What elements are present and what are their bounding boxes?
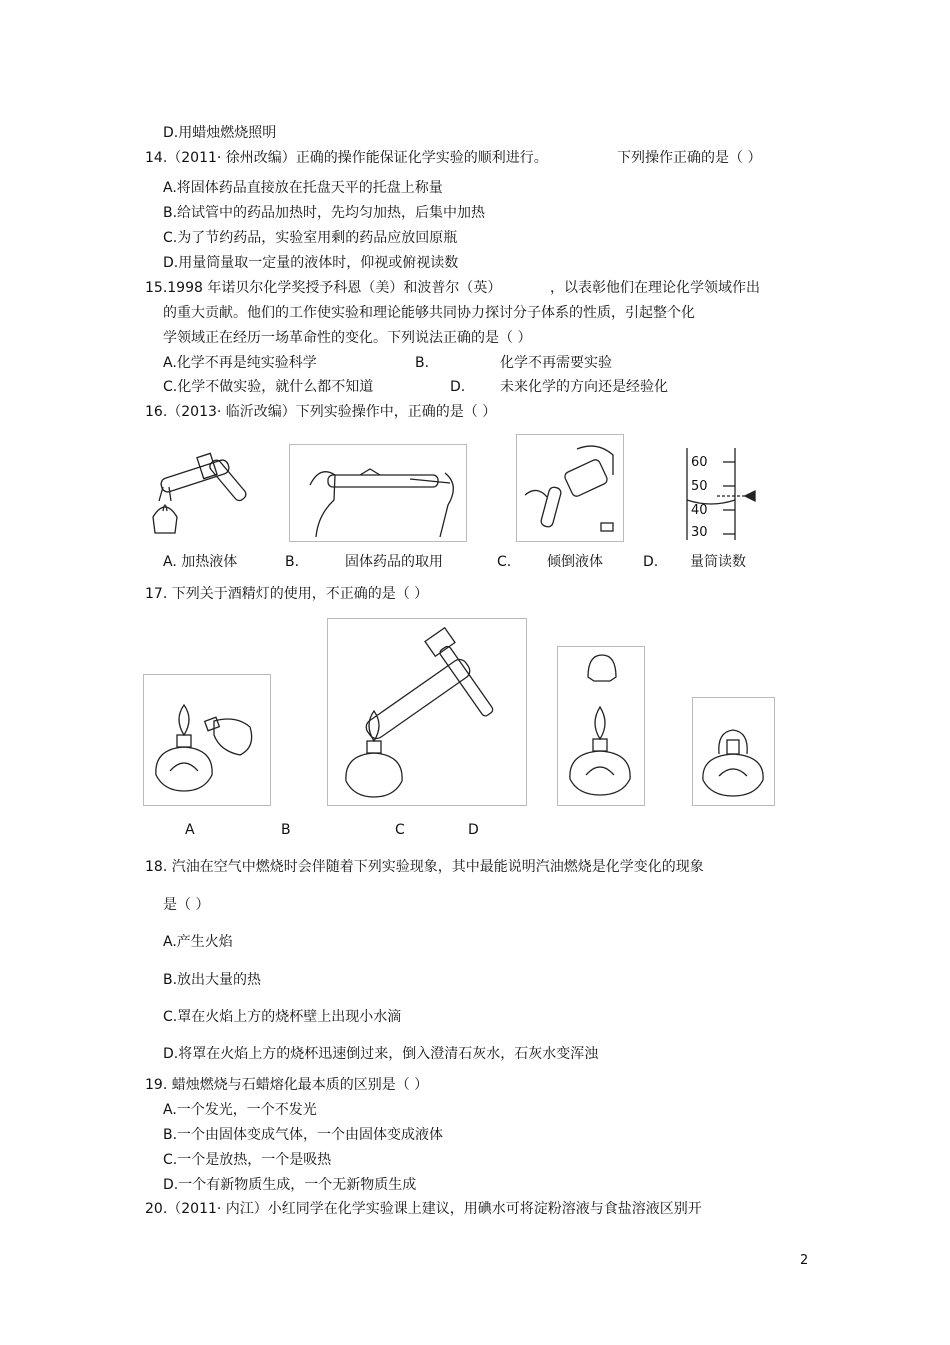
figure-lamp-b: [327, 618, 527, 806]
q15-stem-line2: 的重大贡献。他们的工作使实验和理论能够共同协力探讨分子体系的性质，引起整个化: [163, 305, 695, 321]
q14-option-a: A.将固体药品直接放在托盘天平的托盘上称量: [163, 180, 443, 196]
tick-50: 50: [691, 479, 708, 494]
q14-option-d: D.用量筒量取一定量的液体时，仰视或俯视读数: [163, 255, 459, 271]
q17-label-a: A: [185, 822, 195, 838]
q17-stem: 17. 下列关于酒精灯的使用，不正确的是（ ）: [145, 586, 429, 602]
q18-option-d: D.将罩在火焰上方的烧杯迅速倒过来，倒入澄清石灰水，石灰水变浑浊: [163, 1046, 599, 1062]
q17-label-b: B: [281, 822, 291, 838]
q15-option-a: A.化学不再是纯实验科学: [163, 355, 317, 371]
q17-label-d: D: [468, 822, 479, 838]
q15-option-b: 化学不再需要实验: [500, 355, 612, 371]
q16-option-a: A. 加热液体: [163, 554, 238, 570]
q19-option-b: B.一个由固体变成气体，一个由固体变成液体: [163, 1127, 444, 1143]
figure-cylinder-reading: [683, 446, 765, 542]
q16-option-c: 倾倒液体: [547, 554, 603, 570]
q15-option-b-letter: B.: [415, 355, 430, 371]
q19-option-d: D.一个有新物质生成，一个无新物质生成: [163, 1177, 417, 1193]
q18-option-c: C.罩在火焰上方的烧杯壁上出现小水滴: [163, 1009, 402, 1025]
tick-60: 60: [691, 455, 708, 470]
q14-option-c: C.为了节约药品，实验室用剩的药品应放回原瓶: [163, 230, 458, 246]
q16-option-b: 固体药品的取用: [345, 554, 443, 570]
q18-option-a: A.产生火焰: [163, 934, 233, 950]
figure-lamp-c: [557, 646, 645, 806]
figure-lamp-a: [143, 674, 271, 806]
q17-label-c: C: [395, 822, 405, 838]
q14-option-b: B.给试管中的药品加热时，先均匀加热，后集中加热: [163, 205, 486, 221]
q16-option-c-letter: C.: [497, 554, 512, 570]
q15-option-d: 未来化学的方向还是经验化: [500, 379, 668, 395]
q13-option-d: D.用蜡烛燃烧照明: [163, 125, 277, 141]
figure-pouring-liquid: [516, 434, 624, 542]
q15-stem-line3: 学领域正在经历一场革命性的变化。下列说法正确的是（ ）: [163, 330, 532, 346]
figure-heating-liquid: [145, 437, 255, 537]
q19-stem: 19. 蜡烛燃烧与石蜡熔化最本质的区别是（ ）: [145, 1077, 429, 1093]
q19-option-c: C.一个是放热，一个是吸热: [163, 1152, 332, 1168]
q15-stem: 15.1998 年诺贝尔化学奖授予科恩（美）和波普尔（英）: [145, 280, 502, 296]
q15-option-d-letter: D.: [450, 379, 466, 395]
q20-stem: 20.（2011· 内江）小红同学在化学实验课上建议，用碘水可将淀粉溶液与食盐溶液区别开: [145, 1201, 702, 1217]
q16-option-b-letter: B.: [285, 554, 300, 570]
q18-option-b: B.放出大量的热: [163, 972, 262, 988]
q16-stem: 16.（2013· 临沂改编）下列实验操作中，正确的是（ ）: [145, 404, 497, 420]
q18-stem-end: 是（ ）: [163, 897, 210, 913]
q15-option-c: C.化学不做实验，就什么都不知道: [163, 379, 374, 395]
figure-solid-taking: [289, 444, 467, 542]
tick-40: 40: [691, 503, 708, 518]
page-number: 2: [800, 1253, 809, 1268]
q14-stem-end: 下列操作正确的是（ ）: [617, 150, 762, 166]
tick-30: 30: [691, 525, 708, 540]
q19-option-a: A.一个发光，一个不发光: [163, 1102, 317, 1118]
q18-stem: 18. 汽油在空气中燃烧时会伴随着下列实验现象，其中最能说明汽油燃烧是化学变化的现象: [145, 859, 704, 875]
q14-stem: 14.（2011· 徐州改编）正确的操作能保证化学实验的顺利进行。: [145, 150, 548, 166]
q16-option-d-letter: D.: [643, 554, 659, 570]
q16-option-d: 量筒读数: [690, 554, 746, 570]
figure-lamp-d: [692, 697, 775, 806]
q15-stem-cont: ，以表彰他们在理论化学领域作出: [550, 280, 760, 296]
